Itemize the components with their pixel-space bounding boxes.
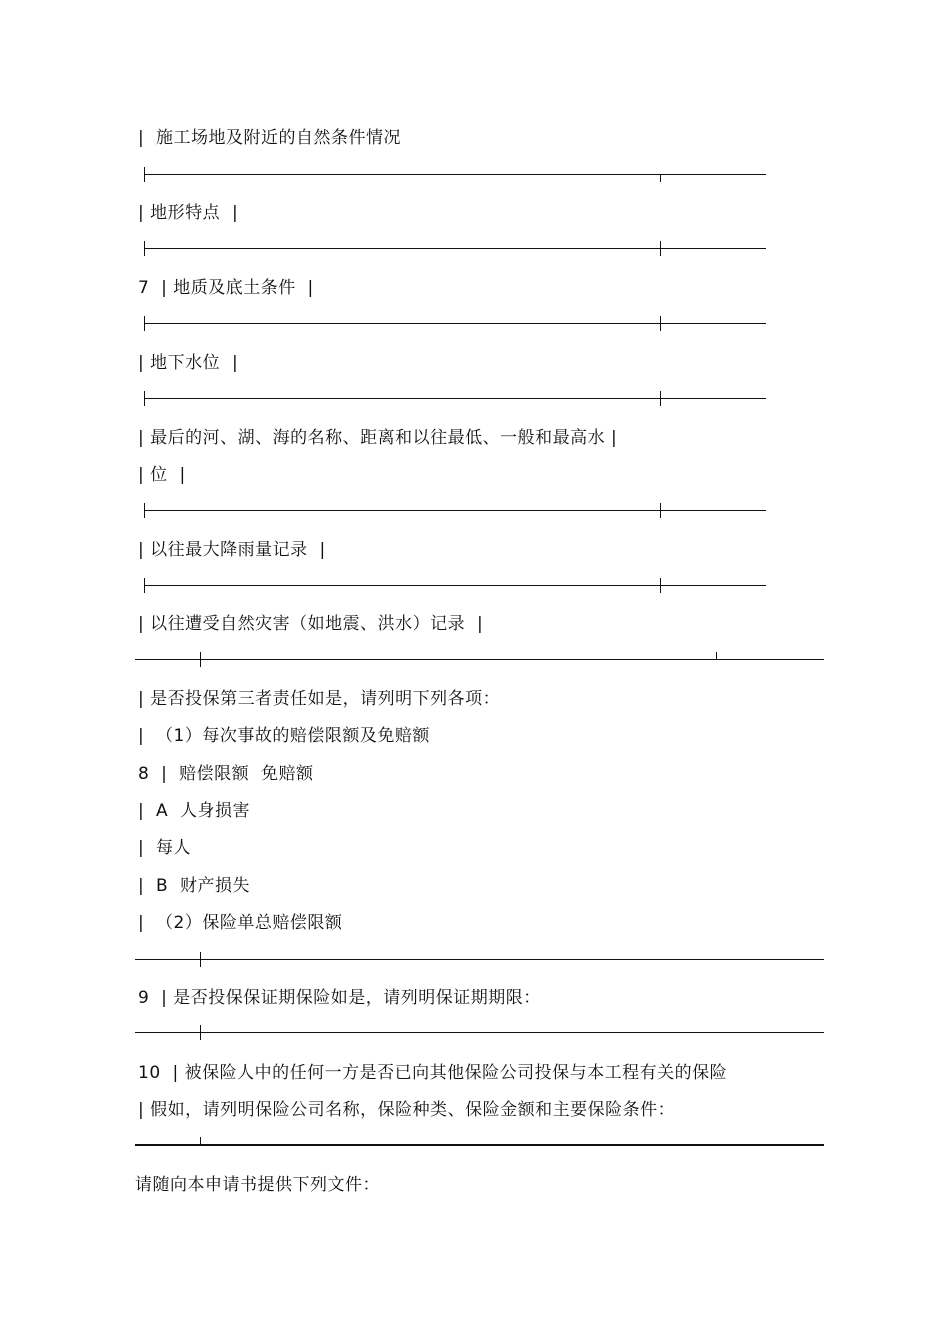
row-8-indemnity: 8 | 赔偿限额 免赔额: [138, 764, 314, 784]
table-tick: [144, 316, 145, 331]
table-tick: [660, 241, 661, 256]
row-groundwater: | 地下水位 |: [138, 353, 239, 373]
table-rule: [135, 1144, 824, 1146]
table-rule: [144, 398, 766, 399]
table-tick: [144, 391, 145, 406]
table-tick: [200, 652, 201, 667]
table-tick: [660, 391, 661, 406]
table-rule: [144, 174, 766, 175]
table-tick: [660, 578, 661, 593]
table-tick: [660, 316, 661, 331]
table-rule: [144, 323, 766, 324]
documents-intro: 请随向本申请书提供下列文件：: [135, 1175, 380, 1195]
row-water-bodies: | 最后的河、湖、海的名称、距离和以往最低、一般和最高水 |: [138, 428, 618, 448]
table-rule: [135, 659, 824, 660]
table-rule: [144, 248, 766, 249]
table-tick: [144, 503, 145, 518]
table-tick: [200, 1025, 201, 1040]
table-rule: [135, 959, 824, 960]
row-personal-injury: | A 人身损害: [138, 801, 250, 821]
table-rule: [144, 585, 766, 586]
row-water-bodies-cont: | 位 |: [138, 465, 186, 485]
row-site-conditions: | 施工场地及附近的自然条件情况: [138, 128, 402, 148]
table-tick: [660, 174, 661, 182]
row-per-person: | 每人: [138, 838, 192, 858]
row-rainfall: | 以往最大降雨量记录 |: [138, 540, 326, 560]
table-rule: [135, 1032, 824, 1033]
table-tick: [144, 241, 145, 256]
table-tick: [200, 1137, 201, 1146]
row-9-warranty: 9 | 是否投保保证期保险如是，请列明保证期期限：: [138, 988, 541, 1008]
table-tick: [716, 652, 717, 659]
row-property-loss: | B 财产损失: [138, 876, 251, 896]
table-rule: [144, 510, 766, 511]
table-tick: [144, 578, 145, 593]
table-tick: [144, 167, 145, 182]
row-terrain: | 地形特点 |: [138, 203, 239, 223]
table-tick: [200, 952, 201, 967]
row-third-party: | 是否投保第三者责任如是，请列明下列各项：: [138, 689, 501, 709]
row-disasters: | 以往遭受自然灾害（如地震、洪水）记录 |: [138, 614, 484, 634]
row-7-geology: 7 | 地质及底土条件 |: [138, 278, 314, 298]
table-tick: [660, 503, 661, 518]
row-10-other-insurance-cont: | 假如，请列明保险公司名称，保险种类、保险金额和主要保险条件：: [138, 1100, 676, 1120]
row-per-accident-limit: | （1）每次事故的赔偿限额及免赔额: [138, 726, 430, 746]
row-aggregate-limit: | （2）保险单总赔偿限额: [138, 913, 343, 933]
row-10-other-insurance: 10 | 被保险人中的任何一方是否已向其他保险公司投保与本工程有关的保险: [138, 1063, 728, 1083]
